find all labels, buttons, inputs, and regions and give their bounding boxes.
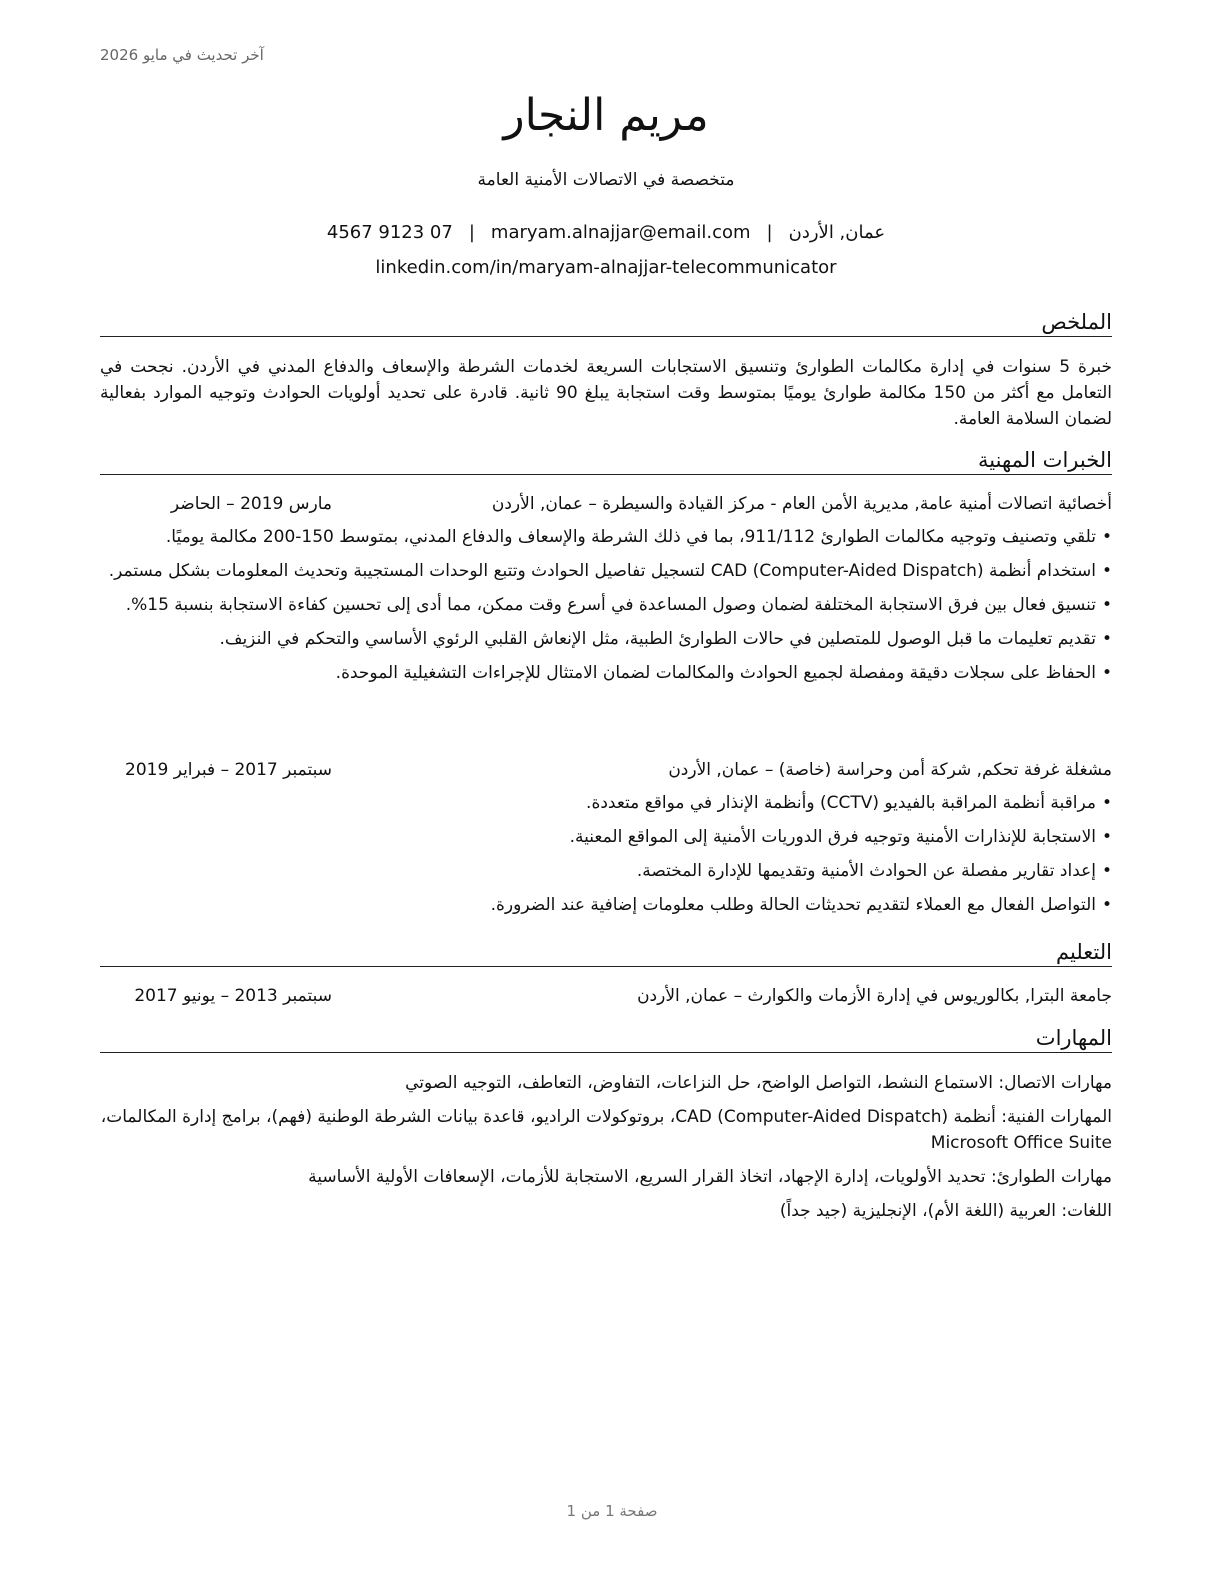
- list-item: • تنسيق فعال بين فرق الاستجابة المختلفة لضمان وصول المساعدة في أسرع وقت ممكن، مما أدى إلى تحسين كفاءة الاستجابة بنسبة 15%.: [100, 592, 1112, 618]
- list-item: • إعداد تقارير مفصلة عن الحوادث الأمنية وتقديمها للإدارة المختصة.: [100, 858, 1112, 884]
- skill-line: المهارات الفنية: أنظمة CAD (Computer-Aided Dispatch)، بروتوكولات الراديو، قاعدة بيانات الشرطة الوطنية (فهم)، برامج إدارة المكالمات، Microsoft Office Suite: [100, 1107, 1112, 1153]
- candidate-subtitle: متخصصة في الاتصالات الأمنية العامة: [477, 170, 735, 190]
- skill-line: اللغات: العربية (اللغة الأم)، الإنجليزية (جيد جداً): [779, 1201, 1112, 1221]
- section-title-skills: المهارات: [100, 1026, 1112, 1053]
- list-item: • الحفاظ على سجلات دقيقة ومفصلة لجميع الحوادث والمكالمات لضمان الامتثال للإجراءات التشغيلية الموحدة.: [100, 660, 1112, 686]
- list-item: • الاستجابة للإنذارات الأمنية وتوجيه فرق الدوريات الأمنية إلى المواقع المعنية.: [100, 824, 1112, 850]
- linkedin-link[interactable]: linkedin.com/in/maryam-alnajjar-telecommunicator: [375, 257, 837, 278]
- skill-line: مهارات الطوارئ: تحديد الأولويات، إدارة الإجهاد، اتخاذ القرار السريع، الاستجابة للأزمات، الإسعافات الأولية الأساسية: [308, 1167, 1112, 1187]
- list-item: • تقديم تعليمات ما قبل الوصول للمتصلين في حالات الطوارئ الطبية، مثل الإنعاش القلبي الرئوي الأساسي والتحكم في النزيف.: [100, 626, 1112, 652]
- job-header: [100, 494, 1112, 518]
- section-title-experience: الخبرات المهنية: [100, 448, 1112, 475]
- candidate-name: مريم النجار: [503, 90, 709, 141]
- education-dates: سبتمبر 2013 – يونيو 2017: [134, 986, 332, 1006]
- job-dates: سبتمبر 2017 – فبراير 2019: [125, 760, 332, 780]
- location: عمان, الأردن: [788, 222, 886, 243]
- list-item: • التواصل الفعال مع العملاء لتقديم تحديثات الحالة وطلب معلومات إضافية عند الضرورة.: [100, 892, 1112, 918]
- job-bullets: [100, 790, 1112, 926]
- last-updated-note: آخر تحديث في مايو 2026: [100, 46, 264, 64]
- contact-line: [100, 222, 1112, 243]
- job-dates: مارس 2019 – الحاضر: [170, 494, 332, 514]
- section-title-summary: الملخص: [100, 310, 1112, 337]
- degree-title: جامعة البترا, بكالوريوس في إدارة الأزمات والكوارث – عمان, الأردن: [637, 986, 1112, 1006]
- skill-line: مهارات الاتصال: الاستماع النشط، التواصل الواضح، حل النزاعات، التفاوض، التعاطف، التوجيه الصوتي: [405, 1073, 1112, 1093]
- resume-page: [100, 0, 1112, 1584]
- list-item: • تلقي وتصنيف وتوجيه مكالمات الطوارئ 911/112، بما في ذلك الشرطة والإسعاف والدفاع المدني، بمتوسط 150-200 مكالمة يوميًا.: [100, 524, 1112, 550]
- summary-text: خبرة 5 سنوات في إدارة مكالمات الطوارئ وتنسيق الاستجابات السريعة لخدمات الشرطة والإسعاف والدفاع المدني في الأردن. نجحت في التعامل مع أكثر من 150 مكالمة طوارئ يوميًا بمتوسط وقت استجابة يبلغ 90 ثانية. قادرة على تحديد أولويات الحوادث وتوجيه الموارد بفعالية لضمان السلامة العامة.: [100, 357, 1112, 429]
- email-address[interactable]: maryam.alnajjar@email.com: [490, 222, 751, 243]
- section-title-education: التعليم: [100, 940, 1112, 967]
- page-number: صفحة 1 من 1: [566, 1502, 658, 1520]
- contact-separator: |: [766, 222, 773, 243]
- list-item: • استخدام أنظمة CAD (Computer-Aided Dispatch) لتسجيل تفاصيل الحوادث وتتبع الوحدات المستجيبة وتحديث المعلومات بشكل مستمر.: [100, 558, 1112, 584]
- education-entry: [100, 986, 1112, 1010]
- phone-number: 4567 9123 07: [326, 222, 453, 243]
- job-title: مشغلة غرفة تحكم, شركة أمن وحراسة (خاصة) – عمان, الأردن: [668, 760, 1112, 780]
- job-title: أخصائية اتصالات أمنية عامة, مديرية الأمن العام - مركز القيادة والسيطرة – عمان, الأردن: [491, 494, 1112, 514]
- job-bullets: [100, 524, 1112, 694]
- list-item: • مراقبة أنظمة المراقبة بالفيديو (CCTV) وأنظمة الإنذار في مواقع متعددة.: [100, 790, 1112, 816]
- job-header: [100, 760, 1112, 784]
- contact-separator: |: [468, 222, 475, 243]
